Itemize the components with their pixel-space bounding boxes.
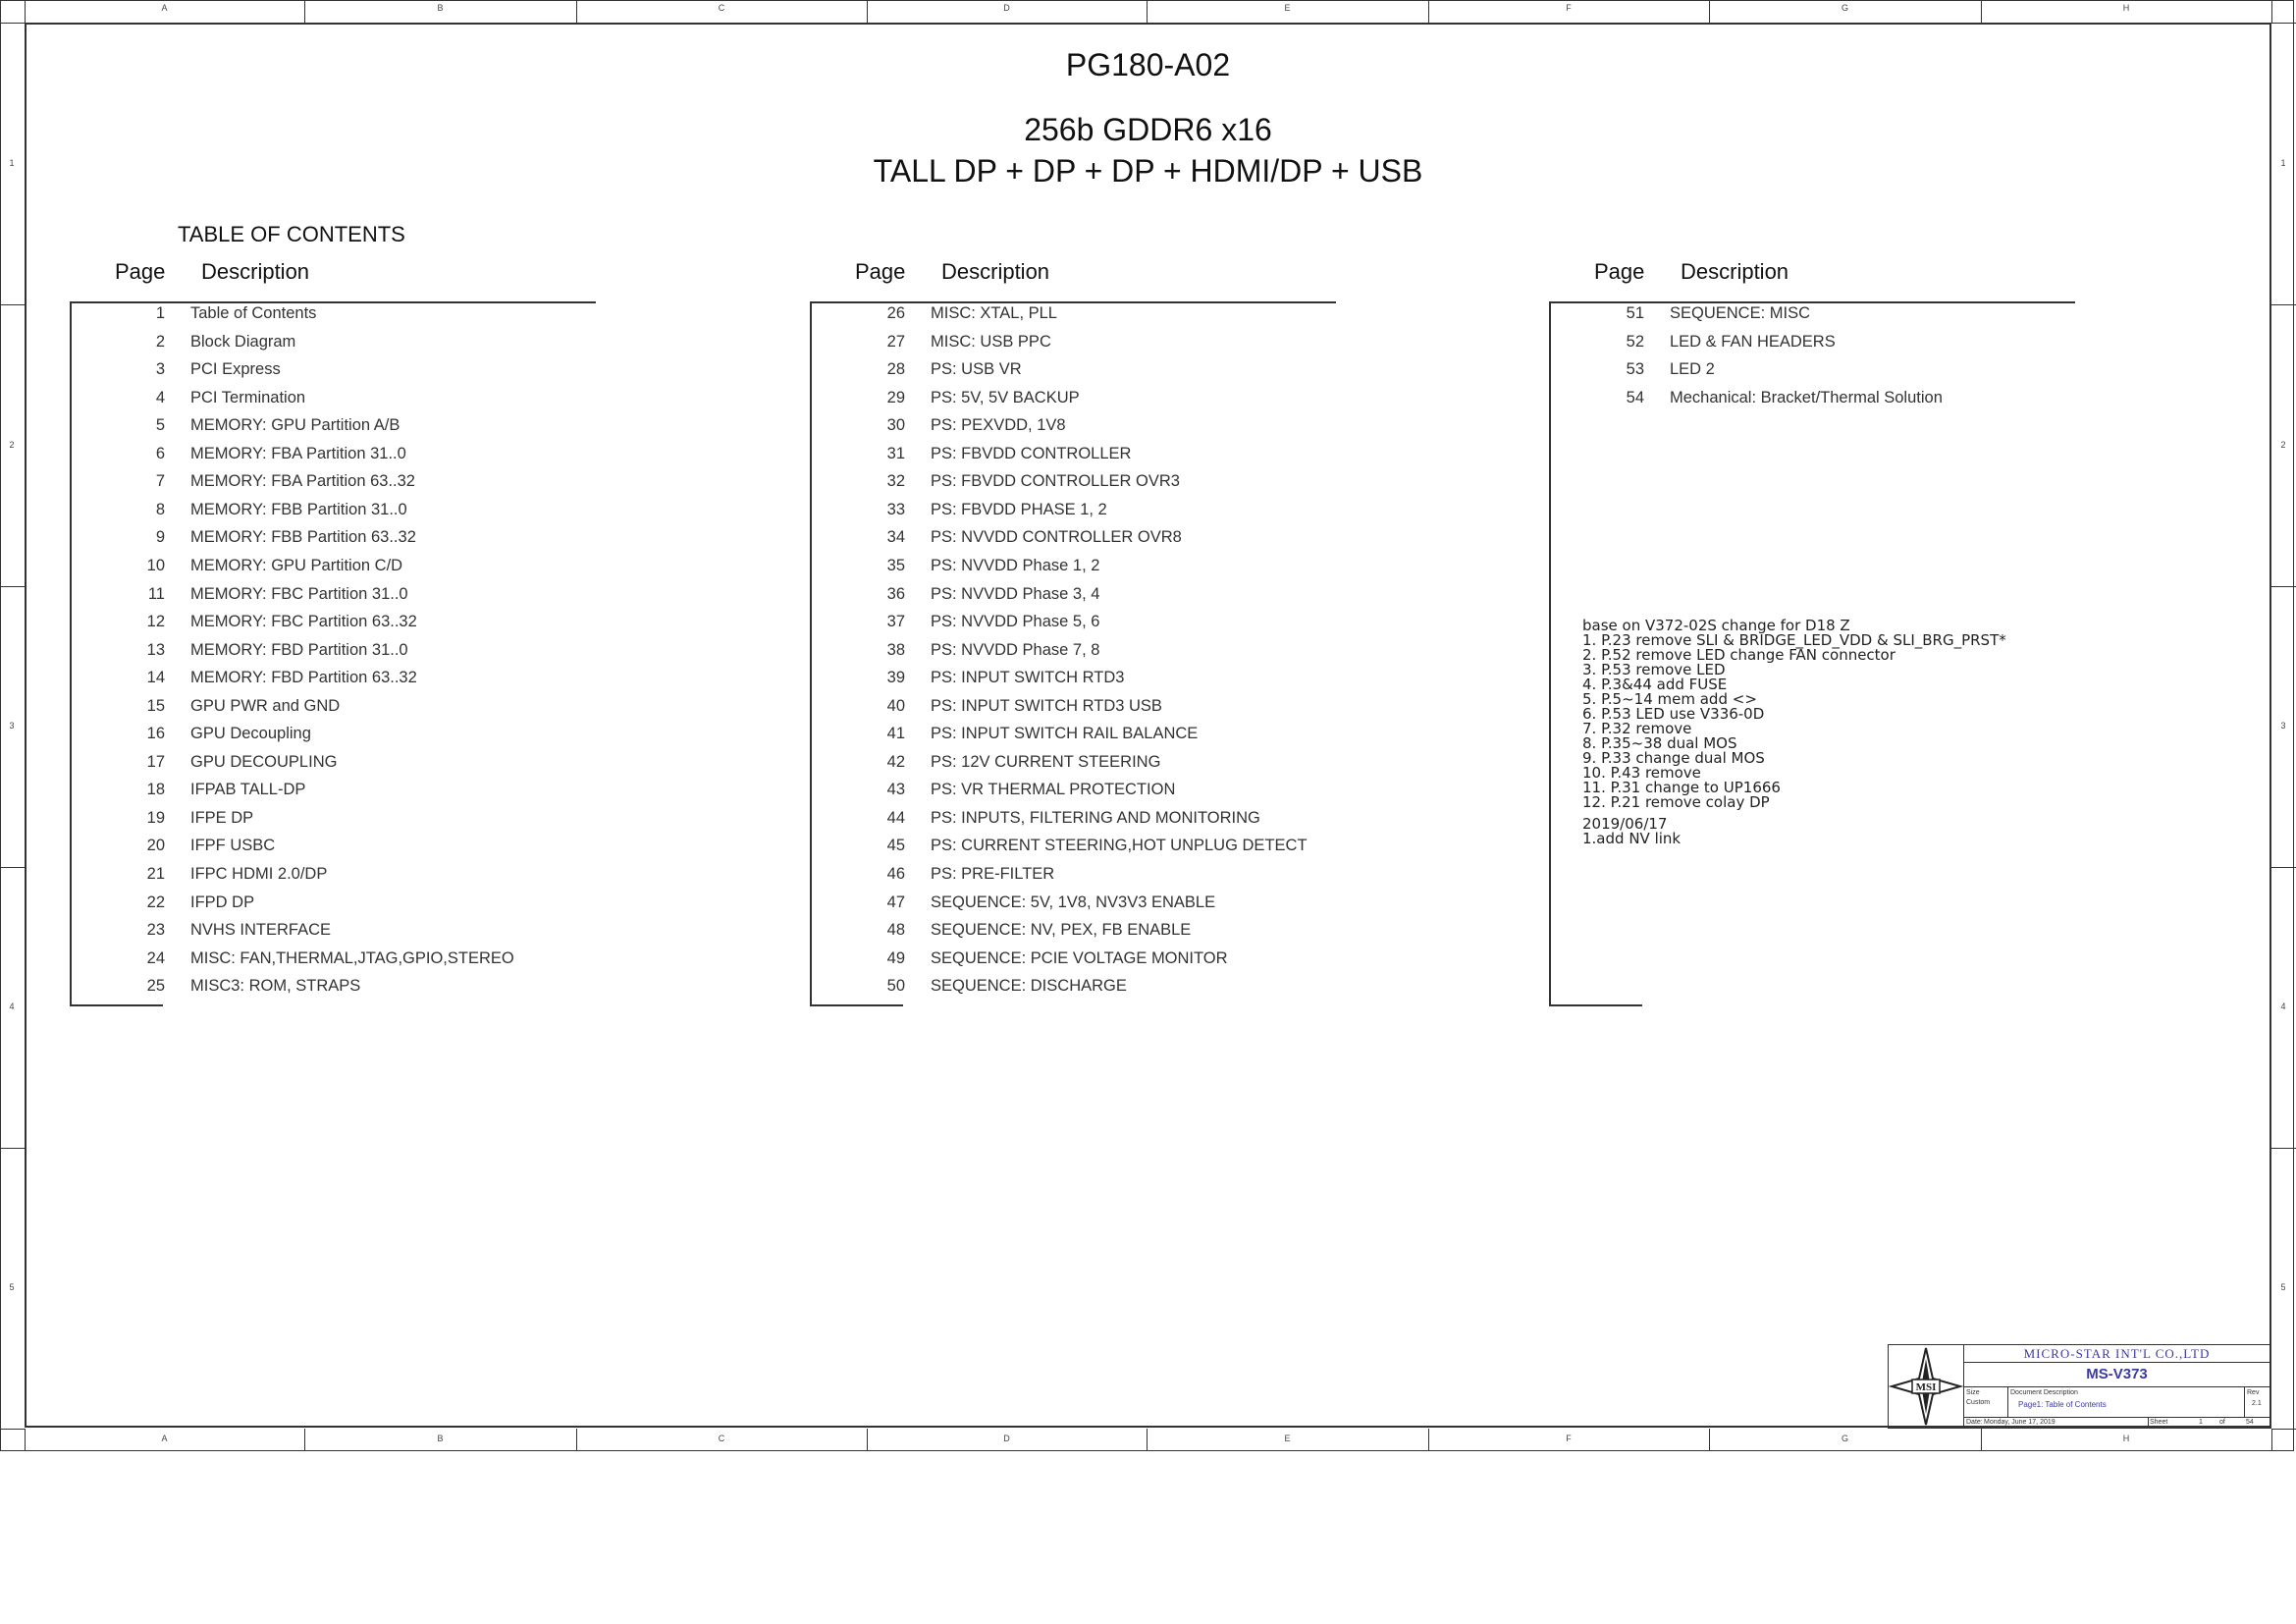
zone-tick: [1428, 1429, 1429, 1451]
toc-description: PS: INPUT SWITCH RAIL BALANCE: [931, 725, 1199, 743]
size-value: Custom: [1966, 1399, 1991, 1406]
toc-page-number: 20: [146, 837, 165, 855]
date-value: Monday, June 17, 2019: [1984, 1419, 2056, 1426]
sheet-label: Sheet: [2150, 1419, 2168, 1426]
model-number: MS-V373: [1964, 1363, 2269, 1387]
toc-page-number: 15: [146, 696, 165, 715]
tb-divider: [2244, 1387, 2245, 1417]
zone-tick: [1981, 1429, 1982, 1451]
toc-description: Block Diagram: [190, 332, 296, 351]
toc-description: IFPD DP: [190, 893, 255, 911]
zone-tick: [2271, 1429, 2296, 1430]
revision-note-line: 3. P.53 remove LED: [1582, 661, 1726, 678]
toc-page-number: 5: [155, 416, 165, 435]
toc-description: PS: VR THERMAL PROTECTION: [931, 781, 1176, 799]
zone-tick: [2271, 23, 2296, 24]
toc-page-number: 44: [886, 808, 905, 827]
revision-notes: [1582, 619, 2006, 846]
col1-page-header: Page: [115, 259, 166, 284]
toc-page-number: 24: [146, 948, 165, 967]
toc-description: LED & FAN HEADERS: [1670, 332, 1836, 351]
toc-description: PS: FBVDD CONTROLLER: [931, 444, 1132, 462]
zone-tick: [0, 304, 25, 305]
toc-page-number: 21: [146, 865, 165, 883]
zone-tick: [0, 586, 25, 587]
toc-description: PS: NVVDD Phase 7, 8: [931, 640, 1100, 659]
zone-row-label: 1: [9, 157, 15, 168]
toc-page-number: 1: [155, 304, 165, 322]
toc-description: PS: NVVDD Phase 1, 2: [931, 556, 1100, 574]
zone-column-label: D: [1003, 1434, 1010, 1443]
toc-page-number: 33: [886, 500, 905, 518]
zone-column-label: C: [718, 1434, 725, 1443]
toc-page-number: 30: [886, 416, 905, 435]
zone-row-label: 2: [2280, 439, 2286, 450]
zone-ruler-top: [0, 0, 2294, 23]
toc-page-number: 6: [155, 444, 165, 462]
zone-tick: [304, 0, 305, 23]
toc-page-number: 8: [155, 500, 165, 518]
toc-page-number: 37: [886, 613, 905, 631]
col2-page-header: Page: [855, 259, 906, 284]
toc-description: IFPC HDMI 2.0/DP: [190, 865, 328, 883]
zone-tick: [2271, 1148, 2296, 1149]
zone-tick: [0, 867, 25, 868]
toc-page-number: 3: [155, 360, 165, 379]
toc-page-number: 48: [886, 921, 905, 940]
toc-description: MEMORY: GPU Partition C/D: [190, 556, 403, 574]
toc-description: PS: NVVDD Phase 3, 4: [931, 584, 1100, 603]
schematic-title: PG180-A02: [1065, 47, 1231, 82]
toc-description: PS: 12V CURRENT STEERING: [931, 752, 1161, 771]
toc-page-number: 7: [155, 472, 165, 491]
col3-page-header: Page: [1594, 259, 1645, 284]
zone-row-label: 3: [9, 721, 15, 731]
zone-tick: [0, 1148, 25, 1149]
toc-page-number: 11: [147, 584, 165, 603]
revision-note-line: 5. P.5~14 mem add <>: [1582, 690, 1757, 708]
revision-note-line: 9. P.33 change dual MOS: [1582, 749, 1765, 767]
toc-page-number: 36: [886, 584, 905, 603]
zone-column-label: G: [1841, 3, 1848, 13]
zone-row-label: 4: [9, 1001, 15, 1011]
toc-page-number: 47: [886, 893, 905, 911]
toc-description: SEQUENCE: NV, PEX, FB ENABLE: [931, 921, 1192, 940]
toc-description: GPU Decoupling: [190, 725, 311, 743]
tb-divider: [2007, 1387, 2008, 1417]
toc-page-number: 29: [886, 388, 905, 406]
schematic-ports: TALL DP + DP + DP + HDMI/DP + USB: [873, 153, 1423, 189]
tb-divider: [2148, 1417, 2149, 1429]
doc-label: Document Description: [2010, 1389, 2078, 1396]
toc-page-number: 32: [886, 472, 905, 491]
toc-description: MEMORY: GPU Partition A/B: [190, 416, 400, 435]
toc-description: PS: INPUT SWITCH RTD3 USB: [931, 696, 1162, 715]
zone-column-label: F: [1566, 3, 1572, 13]
zone-row-label: 4: [2280, 1001, 2286, 1011]
revision-note-line: 10. P.43 remove: [1582, 764, 1701, 782]
col1-description-header: Description: [201, 259, 310, 284]
toc-page-number: 16: [146, 725, 165, 743]
toc-description: IFPF USBC: [190, 837, 276, 855]
toc-page-number: 40: [886, 696, 905, 715]
zone-column-label: B: [437, 1434, 444, 1443]
toc-description: IFPE DP: [190, 808, 254, 827]
zone-row-label: 5: [9, 1282, 15, 1292]
zone-tick: [576, 1429, 577, 1451]
toc-page-number: 50: [886, 977, 905, 996]
zone-row-label: 1: [2280, 157, 2286, 168]
toc-page-number: 35: [886, 556, 905, 574]
revision-note-line: 11. P.31 change to UP1666: [1582, 779, 1781, 796]
toc-description: SEQUENCE: PCIE VOLTAGE MONITOR: [931, 948, 1228, 967]
zone-tick: [25, 1429, 26, 1451]
zone-tick: [1147, 0, 1148, 23]
toc-page-number: 45: [886, 837, 905, 855]
zone-tick: [25, 0, 26, 23]
toc-description: IFPAB TALL-DP: [190, 781, 306, 799]
toc-page-number: 10: [146, 556, 165, 574]
toc-description: MEMORY: FBD Partition 63..32: [190, 669, 417, 687]
zone-column-label: E: [1284, 3, 1291, 13]
toc-description: SEQUENCE: MISC: [1670, 304, 1811, 322]
zone-tick: [2271, 304, 2296, 305]
toc-page-number: 13: [146, 640, 165, 659]
revision-note-line: 2. P.52 remove LED change FAN connector: [1582, 646, 1896, 664]
toc-page-number: 12: [146, 613, 165, 631]
toc-description: LED 2: [1670, 360, 1715, 379]
size-label: Size: [1966, 1389, 1980, 1396]
toc-description: Mechanical: Bracket/Thermal Solution: [1670, 388, 1943, 406]
toc-description: MEMORY: FBA Partition 31..0: [190, 444, 406, 462]
sheet-value: 1: [2199, 1419, 2203, 1426]
toc-description: MEMORY: FBC Partition 31..0: [190, 584, 408, 603]
toc-description: MEMORY: FBA Partition 63..32: [190, 472, 415, 491]
zone-column-label: G: [1841, 1434, 1848, 1443]
toc-description: PS: PRE-FILTER: [931, 865, 1055, 883]
doc-value: Page1: Table of Contents: [2018, 1400, 2107, 1409]
zone-column-label: F: [1566, 1434, 1572, 1443]
toc-page-number: 52: [1626, 332, 1644, 351]
toc-page-number: 9: [155, 528, 165, 547]
col2-description-header: Description: [941, 259, 1050, 284]
toc-page-number: 34: [886, 528, 905, 547]
toc-description: MEMORY: FBC Partition 63..32: [190, 613, 417, 631]
toc-page-number: 49: [886, 948, 905, 967]
revision-note-line: 6. P.53 LED use V336-0D: [1582, 705, 1765, 723]
zone-tick: [1709, 1429, 1710, 1451]
toc-description: PS: 5V, 5V BACKUP: [931, 388, 1080, 406]
zone-row-label: 5: [2280, 1282, 2286, 1292]
toc-page-number: 51: [1626, 304, 1644, 322]
toc-description: PS: NVVDD CONTROLLER OVR8: [931, 528, 1182, 547]
logo-text: MSI: [1915, 1381, 1937, 1393]
zone-tick: [1981, 0, 1982, 23]
toc-page-number: 46: [886, 865, 905, 883]
revision-note-line: 2019/06/17: [1582, 815, 1668, 833]
toc-page-number: 31: [886, 444, 905, 462]
zone-column-label: A: [161, 1434, 168, 1443]
toc-heading: TABLE OF CONTENTS: [178, 222, 405, 246]
revision-note-line: 1.add NV link: [1582, 830, 1682, 847]
schematic-subtitle: 256b GDDR6 x16: [1024, 112, 1272, 147]
zone-column-label: D: [1003, 3, 1010, 13]
toc-page-number: 2: [155, 332, 165, 351]
of-label: of: [2219, 1419, 2225, 1426]
revision-note-line: 12. P.21 remove colay DP: [1582, 793, 1770, 811]
toc-page-number: 23: [146, 921, 165, 940]
toc-description: PS: FBVDD PHASE 1, 2: [931, 500, 1107, 518]
toc-description: PS: FBVDD CONTROLLER OVR3: [931, 472, 1180, 491]
toc-page-number: 26: [886, 304, 905, 322]
toc-description: MISC: FAN,THERMAL,JTAG,GPIO,STEREO: [190, 948, 514, 967]
toc-description: PCI Termination: [190, 388, 306, 406]
toc-page-number: 27: [886, 332, 905, 351]
zone-column-label: H: [2122, 1434, 2130, 1443]
toc-description: NVHS INTERFACE: [190, 921, 332, 940]
tb-divider: [1964, 1417, 2269, 1418]
toc-description: MISC3: ROM, STRAPS: [190, 977, 361, 996]
zone-ruler-bottom: [0, 1429, 2294, 1451]
revision-note-line: 7. P.32 remove: [1582, 720, 1692, 737]
company-name: MICRO-STAR INT'L CO.,LTD: [1964, 1345, 2269, 1363]
zone-column-label: A: [161, 3, 168, 13]
toc-page-number: 4: [155, 388, 165, 406]
toc-description: Table of Contents: [190, 304, 317, 322]
toc-description: MISC: USB PPC: [931, 332, 1051, 351]
toc-page-number: 43: [886, 781, 905, 799]
revision-note-line: base on V372-02S change for D18 Z: [1582, 617, 1850, 634]
of-value: 54: [2246, 1419, 2254, 1426]
title-block: [1888, 1344, 2271, 1429]
zone-tick: [1709, 0, 1710, 23]
toc-page-number: 53: [1626, 360, 1644, 379]
toc-description: MEMORY: FBB Partition 63..32: [190, 528, 416, 547]
toc-description: MEMORY: FBB Partition 31..0: [190, 500, 407, 518]
toc-page-number: 38: [886, 640, 905, 659]
toc-description: SEQUENCE: 5V, 1V8, NV3V3 ENABLE: [931, 893, 1216, 911]
toc-page-number: 41: [886, 725, 905, 743]
toc-page-number: 54: [1626, 388, 1644, 406]
zone-tick: [2271, 586, 2296, 587]
toc-page-number: 17: [146, 752, 165, 771]
zone-ruler-right: [2271, 0, 2296, 1451]
revision-note-line: 4. P.3&44 add FUSE: [1582, 676, 1728, 693]
zone-tick: [867, 0, 868, 23]
revision-note-line: 8. P.35~38 dual MOS: [1582, 734, 1737, 752]
zone-column-label: E: [1284, 1434, 1291, 1443]
col3-description-header: Description: [1681, 259, 1789, 284]
toc-page-number: 19: [146, 808, 165, 827]
rev-label: Rev: [2247, 1389, 2260, 1396]
msi-logo: [1889, 1345, 1964, 1428]
zone-tick: [0, 1429, 25, 1430]
zone-row-label: 3: [2280, 721, 2286, 731]
toc-description: PS: INPUT SWITCH RTD3: [931, 669, 1125, 687]
zone-tick: [1428, 0, 1429, 23]
toc-page-number: 22: [146, 893, 165, 911]
zone-column-label: H: [2122, 3, 2130, 13]
toc-description: MISC: XTAL, PLL: [931, 304, 1057, 322]
revision-note-line: 1. P.23 remove SLI & BRIDGE_LED_VDD & SLI_BRG_PRST*: [1582, 631, 2006, 649]
toc-description: PCI Express: [190, 360, 281, 379]
toc-description: PS: NVVDD Phase 5, 6: [931, 613, 1100, 631]
toc-page-number: 28: [886, 360, 905, 379]
zone-ruler-left: [0, 0, 25, 1451]
zone-tick: [0, 23, 25, 24]
zone-tick: [1147, 1429, 1148, 1451]
rev-value: 2.1: [2252, 1400, 2262, 1407]
toc-description: PS: USB VR: [931, 360, 1022, 379]
zone-tick: [576, 0, 577, 23]
zone-tick: [867, 1429, 868, 1451]
toc-description: GPU DECOUPLING: [190, 752, 338, 771]
zone-column-label: C: [718, 3, 725, 13]
toc-page-number: 25: [146, 977, 165, 996]
zone-column-label: B: [437, 3, 444, 13]
toc-page-number: 14: [146, 669, 165, 687]
toc-page-number: 39: [886, 669, 905, 687]
toc-description: GPU PWR and GND: [190, 696, 341, 715]
toc-page-number: 18: [146, 781, 165, 799]
toc-description: SEQUENCE: DISCHARGE: [931, 977, 1127, 996]
toc-description: PS: INPUTS, FILTERING AND MONITORING: [931, 808, 1260, 827]
toc-description: PS: CURRENT STEERING,HOT UNPLUG DETECT: [931, 837, 1308, 855]
toc-description: PS: PEXVDD, 1V8: [931, 416, 1066, 435]
zone-tick: [304, 1429, 305, 1451]
date-label: Date:: [1966, 1419, 1983, 1426]
zone-row-label: 2: [9, 439, 15, 450]
zone-tick: [2271, 867, 2296, 868]
toc-description: MEMORY: FBD Partition 31..0: [190, 640, 408, 659]
toc-page-number: 42: [886, 752, 905, 771]
